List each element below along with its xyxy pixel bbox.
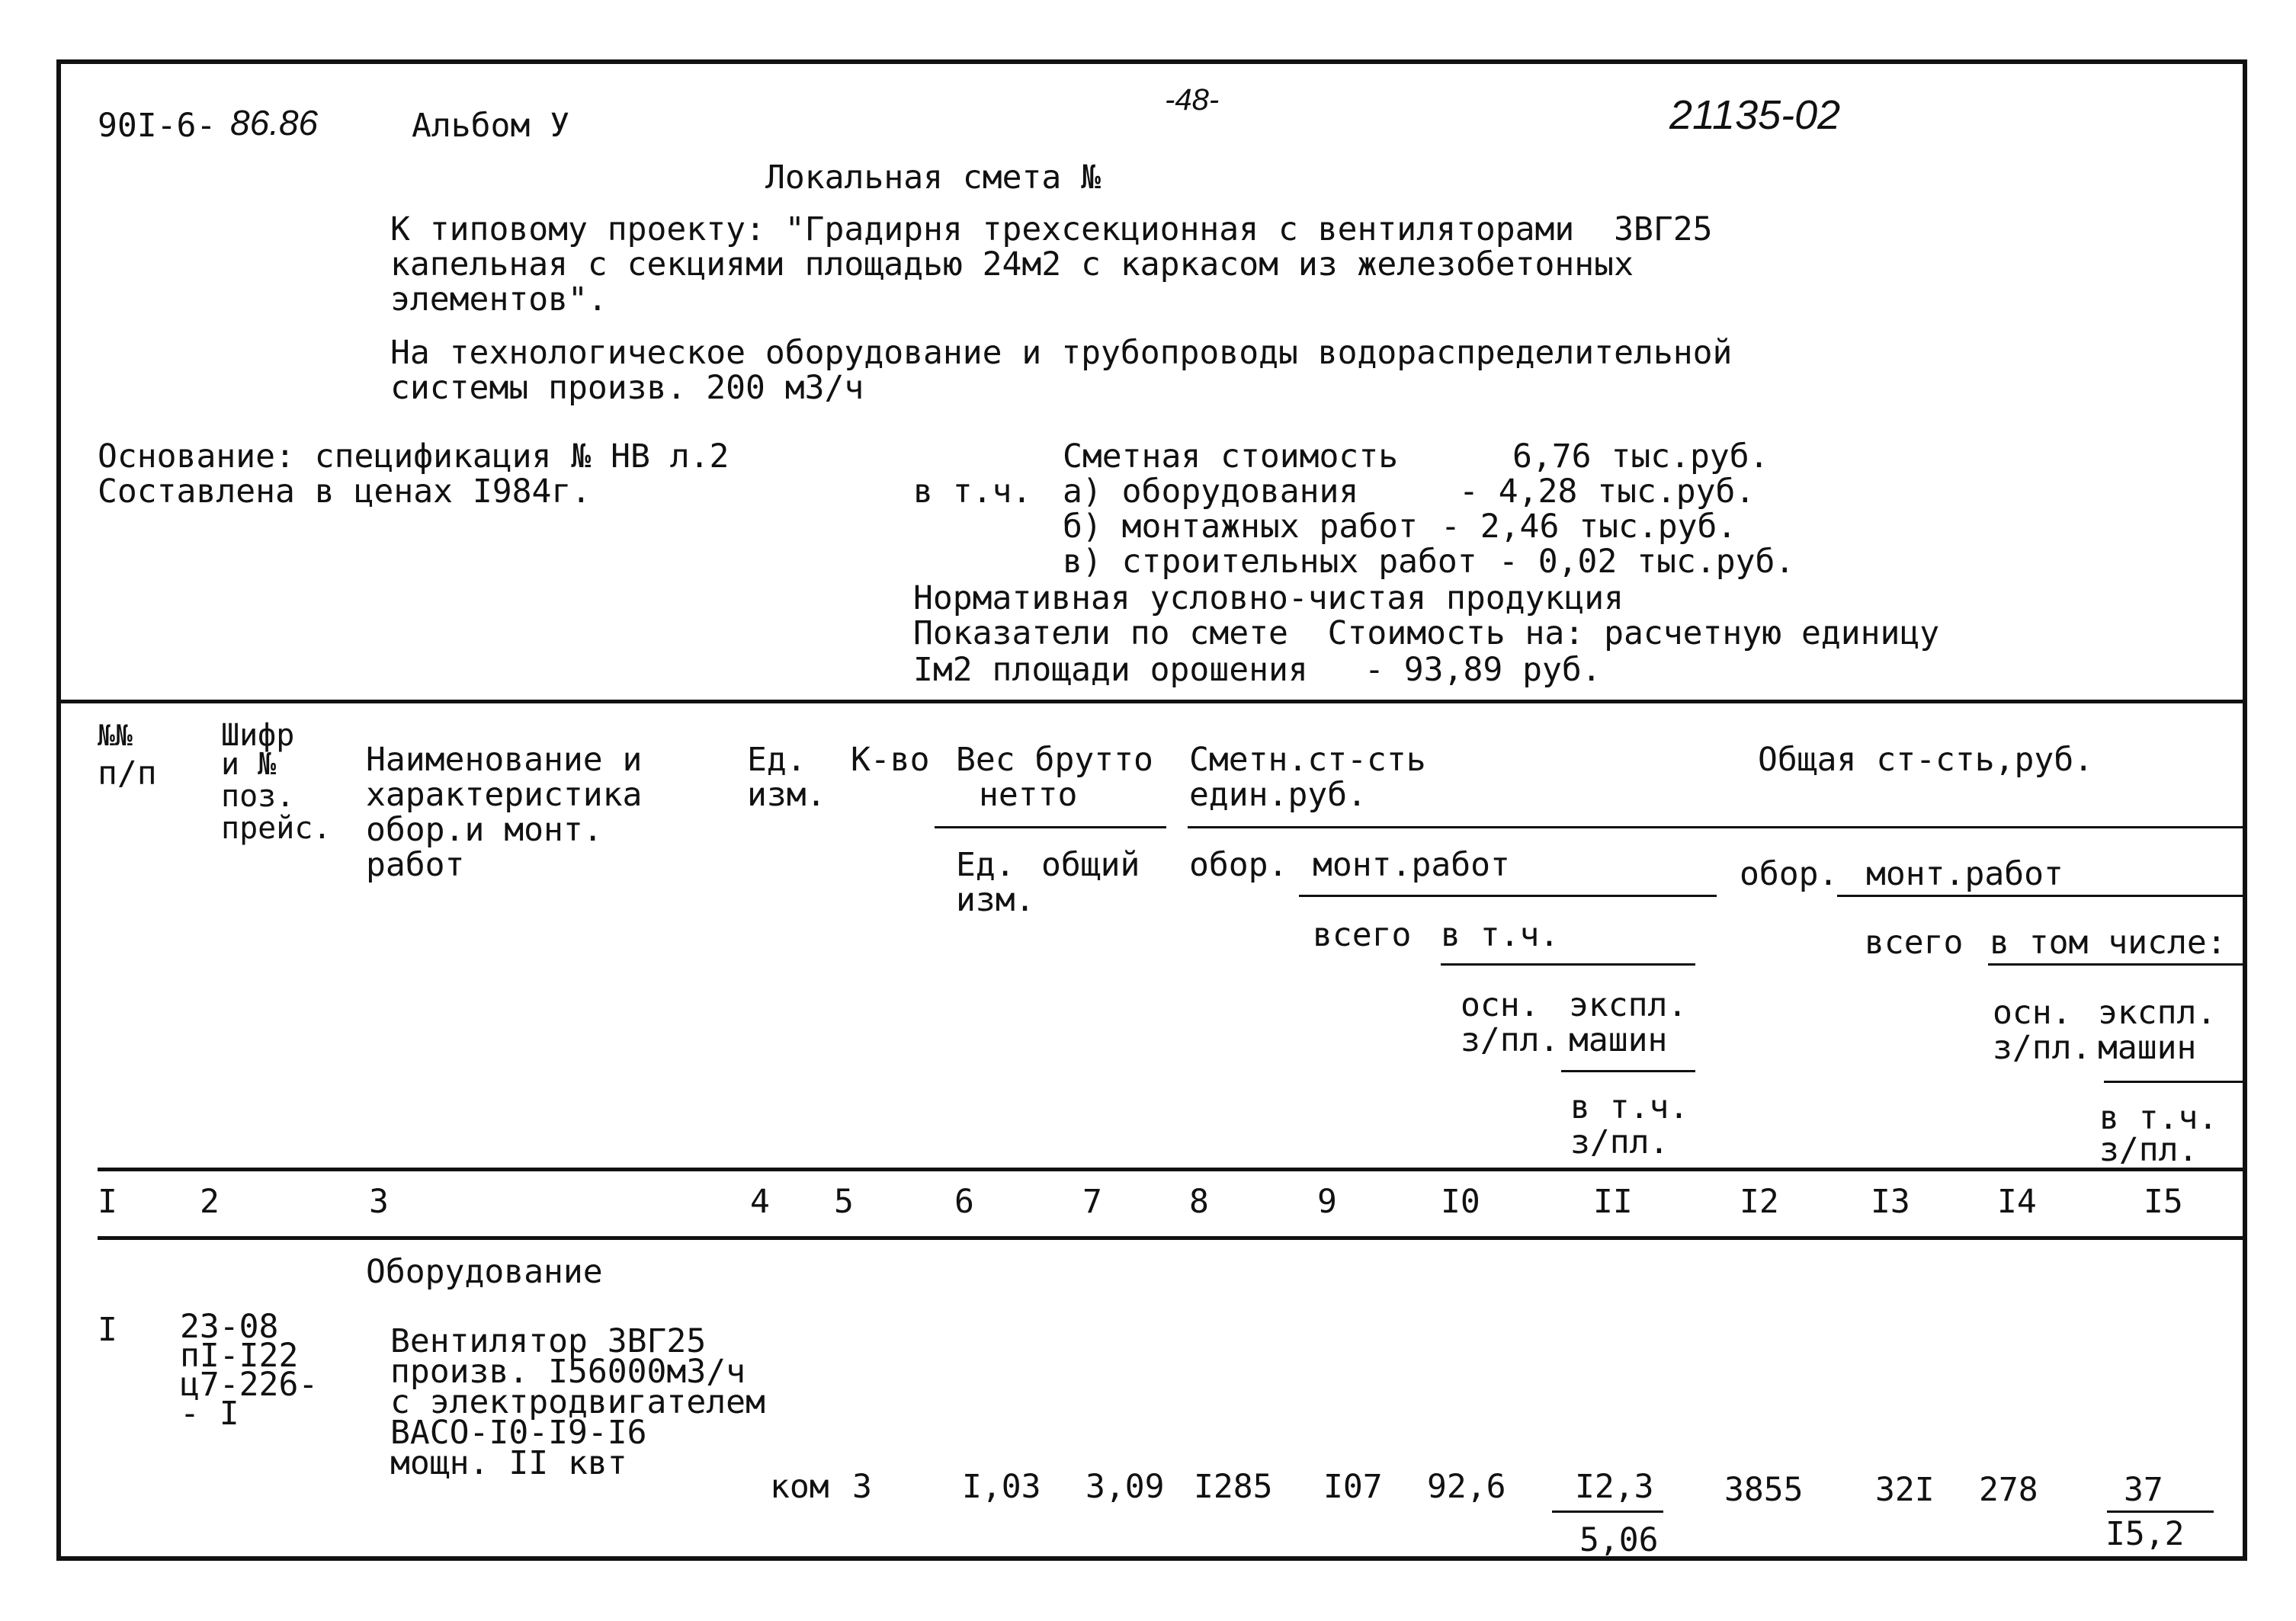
col-number-5: 5: [834, 1183, 854, 1221]
th-total-osn-2: з/пл.: [1993, 1029, 2092, 1067]
indicators-line: Показатели по смете Стоимость на: расчетную единицу: [913, 614, 1940, 652]
th-unit-2: изм.: [747, 776, 826, 814]
col-number-13: I3: [1871, 1183, 1910, 1221]
th-unit-incl: в т.ч.: [1441, 916, 1560, 954]
cost-a-value: - 4,28 тыс.руб.: [1459, 473, 1756, 511]
th-unit-cost: Сметн.ст-сть: [1189, 741, 1426, 779]
th-name-2: характеристика: [366, 776, 643, 814]
th-total-all: всего: [1865, 924, 1964, 962]
unit-mach-rule: [1561, 1070, 1695, 1072]
total-cost-value: 6,76 тыс.руб.: [1512, 437, 1769, 476]
col-number-4: 4: [750, 1183, 770, 1221]
col-number-12: I2: [1740, 1183, 1779, 1221]
col-number-11: II: [1593, 1183, 1633, 1221]
weight-rule: [935, 826, 1166, 828]
th-total-cost: Общая ст-сть,руб.: [1758, 741, 2094, 779]
col-number-7: 7: [1082, 1183, 1102, 1221]
th-num-1: №№: [98, 719, 133, 752]
basis-line2: Составлена в ценах I984г.: [98, 473, 592, 511]
row-name-4: ВАСО-I0-I9-I6: [390, 1414, 647, 1452]
row-number: I: [98, 1311, 117, 1349]
numbers-bottom-border: [98, 1236, 2247, 1240]
row-osn: 92,6: [1427, 1468, 1506, 1506]
col-number-2: 2: [200, 1183, 220, 1221]
col-number-14: I4: [1997, 1183, 2037, 1221]
th-total-incl: в том числе:: [1990, 924, 2227, 962]
project-line3: элементов".: [390, 280, 608, 319]
th-code-1: Шифр: [221, 718, 295, 753]
th-code-2: и №: [221, 747, 277, 782]
th-total-equip: обор.: [1740, 855, 1839, 893]
total-incl-rule: [1988, 963, 2247, 966]
th-unit-osn-2: з/пл.: [1461, 1021, 1560, 1059]
th-total-zpl-2: з/пл.: [2099, 1131, 2198, 1169]
section-title: Оборудование: [366, 1253, 603, 1291]
doc-code: 21135-02: [1669, 92, 1841, 138]
series-code: 90I-6-: [98, 107, 216, 145]
incl-label: в т.ч.: [913, 473, 1032, 511]
row-qty: 3: [852, 1468, 872, 1506]
col-number-3: 3: [369, 1183, 389, 1221]
th-unit-osn-1: осн.: [1461, 986, 1540, 1024]
cost-b-value: - 2,46 тыс.руб.: [1441, 508, 1737, 546]
row-mach-total: 37: [2124, 1471, 2163, 1509]
col-number-9: 9: [1317, 1183, 1337, 1221]
th-name-4: работ: [366, 846, 465, 884]
row-equip-unit: I285: [1194, 1468, 1273, 1506]
basis-line1: Основание: спецификация № НВ л.2: [98, 437, 730, 476]
cost-v-label: в) строительных работ: [1063, 543, 1477, 581]
th-code-3: поз.: [221, 779, 295, 814]
row-code-3: ц7-226-: [180, 1366, 319, 1404]
th-weight-total: общий: [1041, 846, 1140, 884]
th-unit-cost-2: един.руб.: [1189, 776, 1367, 814]
unit-indicator-label: Iм2 площади орошения: [913, 651, 1308, 689]
th-unit-mount: монт.работ: [1313, 846, 1510, 884]
project-line1: К типовому проекту: "Градирня трехсекционная с вентиляторами 3ВГ25: [390, 210, 1713, 248]
th-weight-unit-1: Ед.: [956, 846, 1015, 884]
th-total-zpl-1: в т.ч.: [2099, 1099, 2218, 1137]
project-line2: капельная с секциями площадью 24м2 с каркасом из железобетонных: [390, 245, 1634, 284]
th-qty: К-во: [851, 741, 930, 779]
th-unit-mach-1: экспл.: [1569, 986, 1688, 1024]
row-name-2: произв. I56000м3/ч: [390, 1353, 746, 1391]
album-label: Альбом У: [412, 107, 570, 145]
th-unit-zpl-2: з/пл.: [1570, 1123, 1669, 1161]
row-name-3: с электродвигателем: [390, 1383, 765, 1421]
col-number-6: 6: [954, 1183, 974, 1221]
purpose-line2: системы произв. 200 м3/ч: [390, 369, 864, 407]
total-mount-rule: [1837, 895, 2247, 897]
th-unit-mach-2: машин: [1569, 1021, 1668, 1059]
th-total-mach-2: машин: [2098, 1029, 2197, 1067]
header-bottom-border: [98, 1168, 2247, 1171]
th-unit-zpl-1: в т.ч.: [1570, 1088, 1689, 1126]
page-number: -48-: [1165, 83, 1220, 117]
row-weight-total: 3,09: [1085, 1468, 1165, 1506]
row-equip-total: 3855: [1724, 1471, 1804, 1509]
unit-indicator-value: - 93,89 руб.: [1364, 651, 1602, 689]
row-code-1: 23-08: [180, 1308, 279, 1346]
row-mach-zpl-total: I5,2: [2105, 1515, 2185, 1553]
th-unit-equip: обор.: [1189, 846, 1288, 884]
th-code-4: прейс.: [221, 811, 332, 846]
purpose-line1: На технологическое оборудование и трубопроводы водораспределительной: [390, 334, 1733, 372]
row-code-4: - I: [180, 1395, 239, 1433]
cost-v-value: - 0,02 тыс.руб.: [1499, 543, 1795, 581]
th-total-mount: монт.работ: [1866, 855, 2064, 893]
th-name-1: Наименование и: [366, 741, 643, 779]
series-suffix: 86.86: [230, 103, 319, 143]
row-mach-total-fraction-line: [2107, 1510, 2214, 1513]
page-title: Локальная смета №: [765, 159, 1102, 197]
total-cost-label: Сметная стоимость: [1063, 437, 1399, 476]
row-mount-total: 32I: [1875, 1471, 1935, 1509]
col-number-15: I5: [2144, 1183, 2183, 1221]
th-unit-all: всего: [1313, 916, 1412, 954]
row-mach: I2,3: [1575, 1468, 1654, 1506]
row-name-5: мощн. II квт: [390, 1444, 627, 1482]
row-mach-fraction-line: [1552, 1510, 1663, 1513]
col-number-1: I: [98, 1183, 117, 1221]
th-num-2: п/п: [98, 754, 157, 793]
th-name-3: обор.и монт.: [366, 811, 603, 849]
total-mach-rule: [2104, 1081, 2247, 1083]
unit-mount-rule: [1299, 895, 1717, 897]
cost-b-label: б) монтажных работ: [1063, 508, 1418, 546]
th-weight: Вес брутто: [956, 741, 1153, 779]
col-number-10: I0: [1441, 1183, 1480, 1221]
th-total-osn-1: осн.: [1993, 994, 2072, 1032]
row-mach-zpl: 5,06: [1579, 1521, 1659, 1559]
th-weight-unit-2: изм.: [956, 881, 1035, 919]
row-mount-all: I07: [1323, 1468, 1383, 1506]
cost-rule: [1188, 826, 2247, 828]
row-code-2: пI-I22: [180, 1337, 299, 1375]
row-name-1: Вентилятор 3ВГ25: [390, 1322, 707, 1360]
th-total-mach-1: экспл.: [2098, 994, 2217, 1032]
unit-incl-rule: [1441, 963, 1695, 966]
table-top-border: [56, 700, 2247, 703]
row-unit: ком: [770, 1468, 829, 1506]
th-weight-net: нетто: [979, 776, 1078, 814]
col-number-8: 8: [1189, 1183, 1209, 1221]
row-osn-total: 278: [1979, 1471, 2038, 1509]
cost-a-label: а) оборудования: [1063, 473, 1359, 511]
normative-line: Нормативная условно-чистая продукция: [913, 579, 1624, 617]
row-weight-unit: I,03: [962, 1468, 1041, 1506]
th-unit-1: Ед.: [747, 741, 806, 779]
